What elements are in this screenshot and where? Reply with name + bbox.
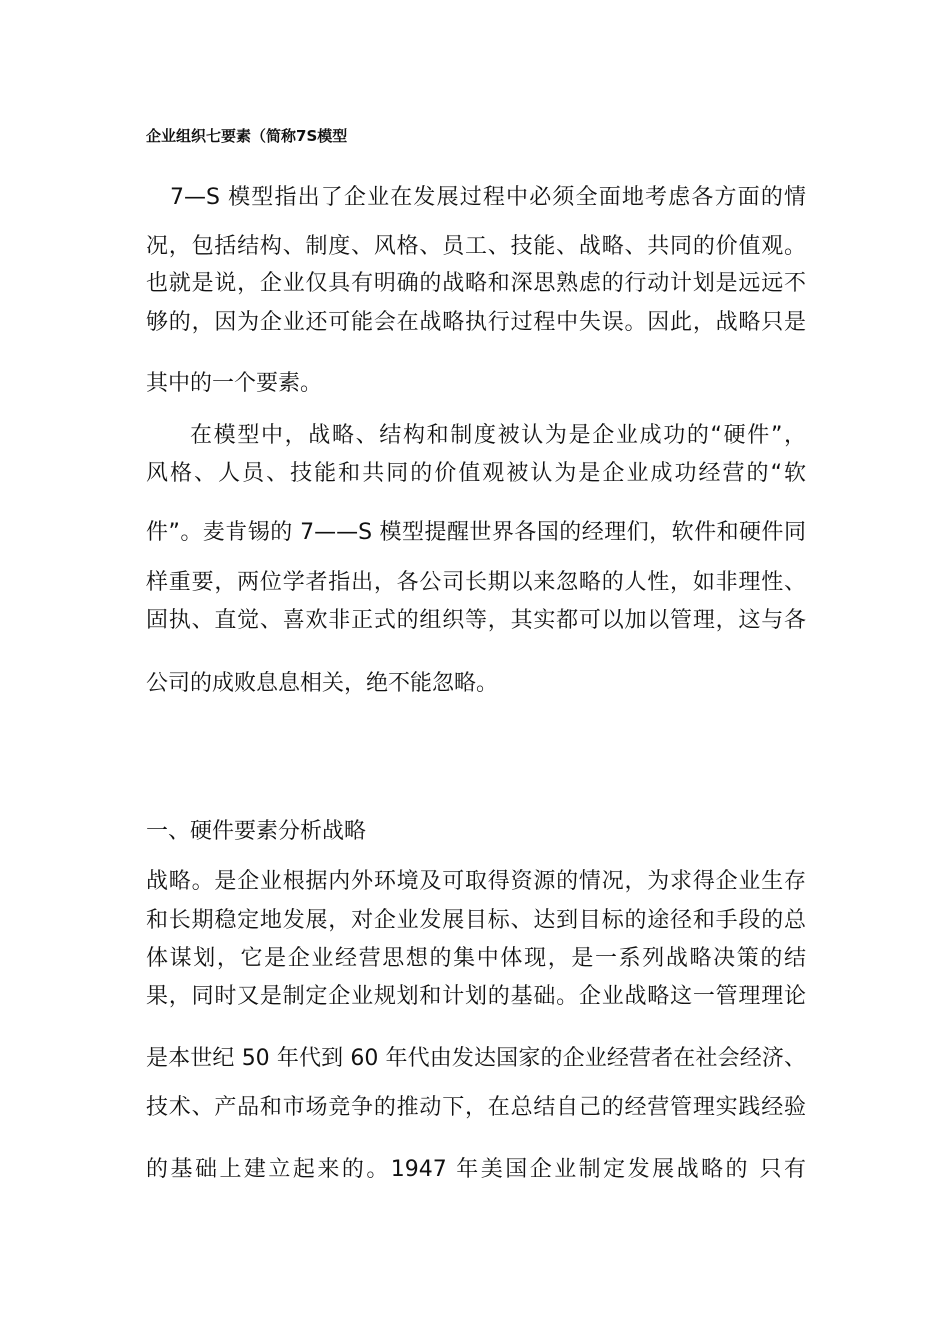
text-line: 果，同时又是制定企业规划和计划的基础。企业战略这一管理理论 bbox=[146, 984, 806, 1009]
text-line: 件”。麦肯锡的 7——S 模型提醒世界各国的经理们，软件和硬件同 bbox=[146, 520, 806, 545]
text-line: 够的，因为企业还可能会在战略执行过程中失误。因此，战略只是 bbox=[146, 310, 806, 335]
text-line: 和长期稳定地发展，对企业发展目标、达到目标的途径和手段的总 bbox=[146, 908, 806, 933]
text-line: 是本世纪 50 年代到 60 年代由发达国家的企业经营者在社会经济、 bbox=[146, 1046, 806, 1071]
text-line: 风格、人员、技能和共同的价值观被认为是企业成功经营的“软 bbox=[146, 461, 806, 486]
text-line: 技术、产品和市场竞争的推动下，在总结自己的经营管理实践经验 bbox=[146, 1095, 806, 1120]
text-line: 也就是说，企业仅具有明确的战略和深思熟虑的行动计划是远远不 bbox=[146, 271, 806, 296]
text-line: 样重要，两位学者指出，各公司长期以来忽略的人性，如非理性、 bbox=[146, 570, 806, 595]
document-title: 企业组织七要素（简称7S模型 bbox=[146, 127, 348, 145]
section-heading: 一、硬件要素分析战略 bbox=[146, 819, 367, 844]
text-line: 7—S 模型指出了企业在发展过程中必须全面地考虑各方面的情 bbox=[170, 185, 806, 210]
text-line: 况，包括结构、制度、风格、员工、技能、战略、共同的价值观。 bbox=[146, 234, 806, 259]
text-line: 公司的成败息息相关，绝不能忽略。 bbox=[146, 671, 499, 696]
text-line: 的基础上建立起来的。1947 年美国企业制定发展战略的 只有 bbox=[146, 1157, 806, 1182]
text-line: 固执、直觉、喜欢非正式的组织等，其实都可以加以管理，这与各 bbox=[146, 608, 806, 633]
text-line: 在模型中，战略、结构和制度被认为是企业成功的“硬件”， bbox=[190, 423, 806, 448]
text-line: 体谋划，它是企业经营思想的集中体现，是一系列战略决策的结 bbox=[146, 946, 806, 971]
text-line: 其中的一个要素。 bbox=[146, 371, 323, 396]
text-line: 战略。是企业根据内外环境及可取得资源的情况，为求得企业生存 bbox=[146, 869, 806, 894]
